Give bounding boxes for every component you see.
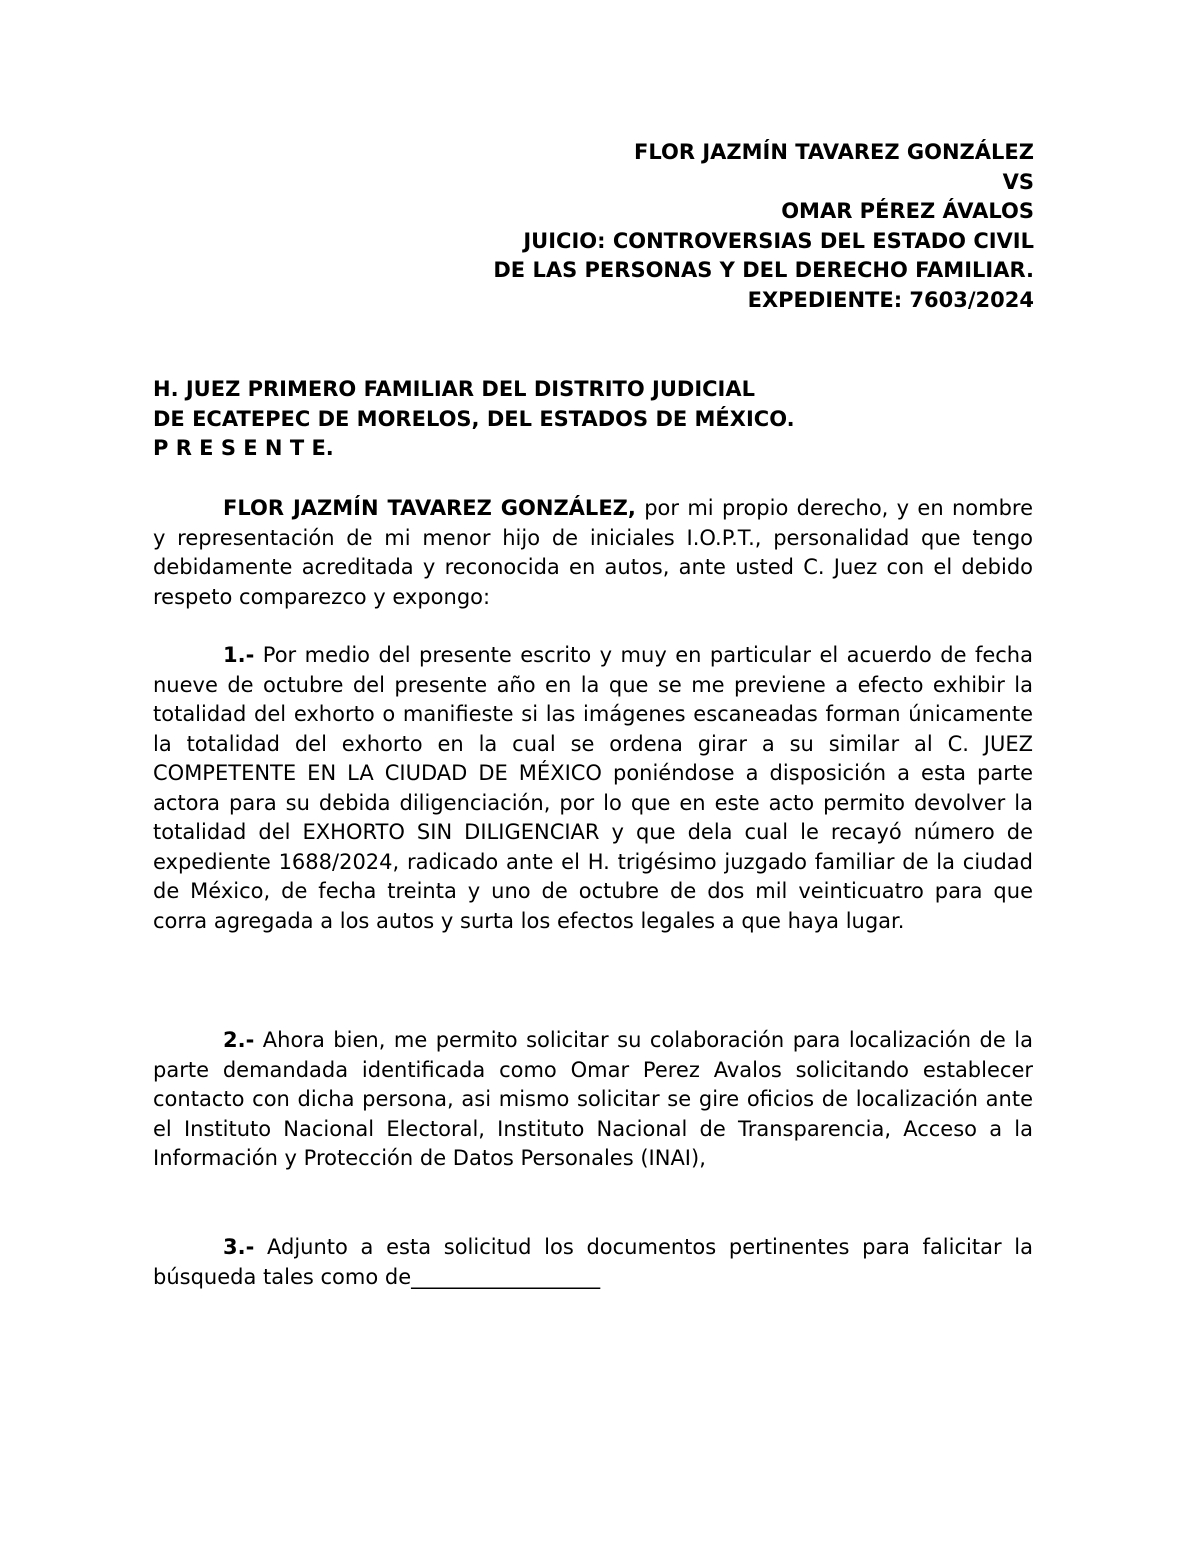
addressee-line3: P R E S E N T E. xyxy=(153,436,334,460)
plaintiff-name: FLOR JAZMÍN TAVAREZ GONZÁLEZ xyxy=(634,140,1034,164)
intro-paragraph xyxy=(153,494,1033,612)
addressee-line2: DE ECATEPEC DE MORELOS, DEL ESTADOS DE MÉXICO. xyxy=(153,406,795,431)
item-text: Adjunto a esta solicitud los documentos pertinentes para falicitar la búsqueda tales como de__________________ xyxy=(153,1235,1033,1289)
item-paragraph-2 xyxy=(153,1026,1033,1174)
item-text: Ahora bien, me permito solicitar su colaboración para localización de la parte demandada identificada como Omar Perez Avalos solicitando establecer contacto con dicha persona, asi mismo solicitar se gire oficios de localización ante el Instituto Nacional Electoral, Instituto Nacional de Transparencia, Acceso a la Información y Protección de Datos Personales (INAI), xyxy=(153,1028,1033,1170)
item-number: 3.- xyxy=(223,1235,255,1259)
addressee-block xyxy=(153,375,795,464)
item-text: Por medio del presente escrito y muy en particular el acuerdo de fecha nueve de octubre del presente año en la que se me previene a efecto exhibir la totalidad del exhorto o manifieste si las imágenes escaneadas forman únicamente la totalidad del exhorto en la cual se ordena girar a su similar al C. JUEZ COMPETENTE EN LA CIUDAD DE MÉXICO poniéndose a disposición a esta parte actora para su debida diligenciación, por lo que en este acto permito devolver la totalidad del EXHORTO SIN DILIGENCIAR y que dela cual le recayó número de expediente 1688/2024, radicado ante el H. trigésimo juzgado familiar de la ciudad de México, de fecha treinta y uno de octubre de dos mil veinticuatro para que corra agregada a los autos y surta los efectos legales a que haya lugar. xyxy=(153,643,1033,933)
item-number: 1.- xyxy=(223,643,255,667)
defendant-name: OMAR PÉREZ ÁVALOS xyxy=(781,199,1034,223)
item-number: 2.- xyxy=(223,1028,255,1052)
item-paragraph-3 xyxy=(153,1233,1033,1292)
intro-text: por mi propio derecho, y en nombre y representación de mi menor hijo de iniciales I.O.P.T., personalidad que tengo debidamente acreditada y reconocida en autos, ante usted C. Juez con el debido respeto comparezco y expongo: xyxy=(153,496,1034,609)
case-file-number: EXPEDIENTE: 7603/2024 xyxy=(747,287,1034,312)
versus-label: VS xyxy=(1002,169,1034,194)
intro-name: FLOR JAZMÍN TAVAREZ GONZÁLEZ, xyxy=(223,496,636,520)
addressee-line1: H. JUEZ PRIMERO FAMILIAR DEL DISTRITO JUDICIAL xyxy=(153,377,755,401)
case-header xyxy=(493,138,1034,315)
trial-type-line1: JUICIO: CONTROVERSIAS DEL ESTADO CIVIL xyxy=(523,228,1034,253)
trial-type-line2: DE LAS PERSONAS Y DEL DERECHO FAMILIAR. xyxy=(493,258,1034,282)
item-paragraph-1 xyxy=(153,641,1033,936)
